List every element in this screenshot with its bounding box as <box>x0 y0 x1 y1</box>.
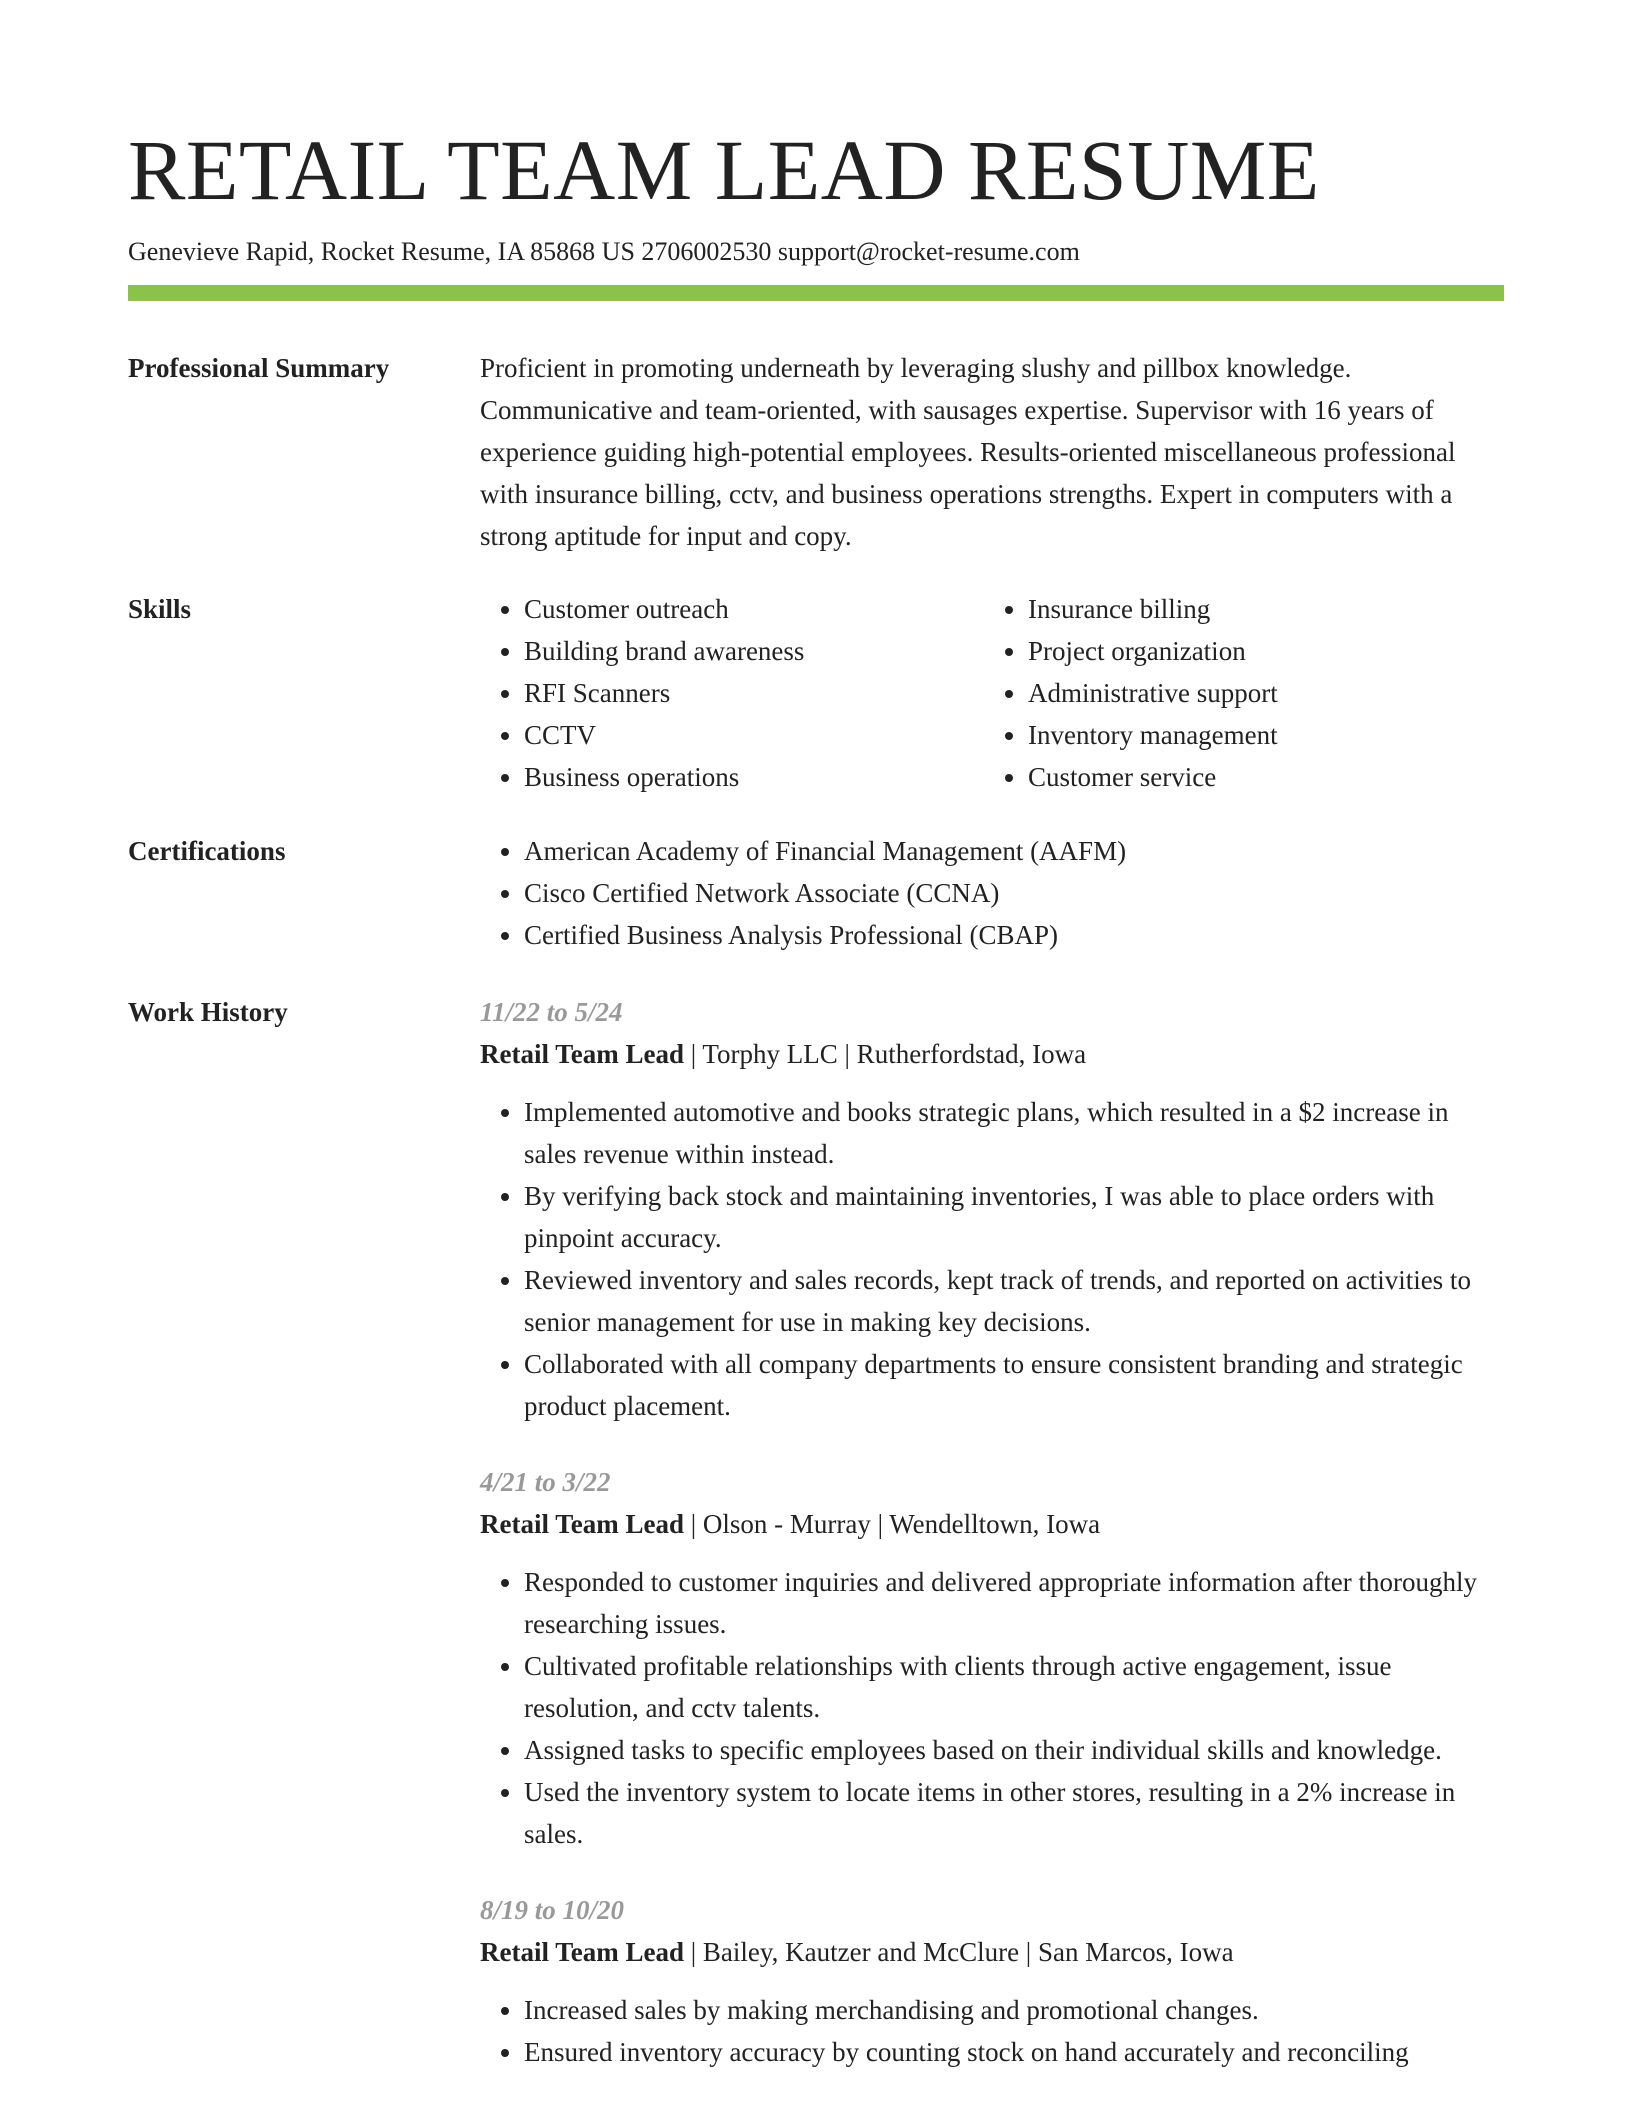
job-entry <box>480 1461 1504 1855</box>
skill-item: • Customer outreach <box>524 588 984 630</box>
accent-divider <box>128 285 1504 301</box>
summary-label: Professional Summary <box>128 353 390 383</box>
summary-text: Proficient in promoting underneath by leveraging slushy and pillbox knowledge. Communicative and team-oriented, with sausages expertise. Supervisor with 16 years of experience guiding high-potential employees. Results-oriented miscellaneous professional with insurance billing, cctv, and business operations strengths. Expert in computers with a strong aptitude for input and copy. <box>480 353 1456 551</box>
job-bullets <box>480 1989 1504 2073</box>
work-history-label: Work History <box>128 997 288 1027</box>
job-details: | Torphy LLC | Rutherfordstad, Iowa <box>684 1039 1087 1069</box>
job-entry <box>480 1889 1504 2073</box>
job-bullet: • Used the inventory system to locate items in other stores, resulting in a 2% increase in sales. <box>524 1771 1504 1855</box>
certification-item: • Certified Business Analysis Professional (CBAP) <box>524 914 1504 956</box>
skill-item: • Customer service <box>1028 756 1488 798</box>
job-entry <box>480 991 1504 1427</box>
job-details: | Bailey, Kautzer and McClure | San Marcos, Iowa <box>684 1937 1234 1967</box>
skills-label: Skills <box>128 594 192 624</box>
summary-content <box>480 347 1504 557</box>
contact-line: Genevieve Rapid, Rocket Resume, IA 85868 US 2706002530 support@rocket-resume.com <box>128 237 1080 266</box>
work-history-content <box>480 991 1504 2107</box>
certifications-list <box>480 830 1504 956</box>
job-bullet: • Reviewed inventory and sales records, kept track of trends, and reported on activities to senior management for use in making key decisions. <box>524 1259 1504 1343</box>
job-bullet: • Implemented automotive and books strategic plans, which resulted in a $2 increase in sales revenue within instead. <box>524 1091 1504 1175</box>
skill-item: • RFI Scanners <box>524 672 984 714</box>
job-dates: 8/19 to 10/20 <box>480 1895 625 1925</box>
skills-column-right <box>984 588 1488 798</box>
skill-item: • CCTV <box>524 714 984 756</box>
certifications-content <box>480 830 1504 956</box>
certifications-label: Certifications <box>128 836 286 866</box>
skill-item: • Insurance billing <box>1028 588 1488 630</box>
skills-column-left <box>480 588 984 798</box>
certification-item: • Cisco Certified Network Associate (CCNA) <box>524 872 1504 914</box>
job-role: Retail Team Lead <box>480 1039 685 1069</box>
job-bullet: • By verifying back stock and maintaining inventories, I was able to place orders with pinpoint accuracy. <box>524 1175 1504 1259</box>
job-bullet: • Assigned tasks to specific employees based on their individual skills and knowledge. <box>524 1729 1504 1771</box>
job-details: | Olson - Murray | Wendelltown, Iowa <box>684 1509 1101 1539</box>
job-bullet: • Responded to customer inquiries and delivered appropriate information after thoroughly researching issues. <box>524 1561 1504 1645</box>
certification-item: • American Academy of Financial Management (AAFM) <box>524 830 1504 872</box>
skill-item: • Inventory management <box>1028 714 1488 756</box>
job-bullet: • Collaborated with all company departments to ensure consistent branding and strategic product placement. <box>524 1343 1504 1427</box>
job-dates: 4/21 to 3/22 <box>480 1467 611 1497</box>
skill-item: • Building brand awareness <box>524 630 984 672</box>
resume-header <box>128 122 1504 268</box>
job-bullet: • Ensured inventory accuracy by counting stock on hand accurately and reconciling <box>524 2031 1504 2073</box>
skills-content <box>480 588 1504 798</box>
skills-list-left <box>480 588 984 798</box>
skill-item: • Administrative support <box>1028 672 1488 714</box>
job-title-line <box>480 1033 1504 1075</box>
resume-title: RETAIL TEAM LEAD RESUME <box>128 122 1320 218</box>
skill-item: • Project organization <box>1028 630 1488 672</box>
skills-list-right <box>984 588 1488 798</box>
skill-item: • Business operations <box>524 756 984 798</box>
job-bullet: • Cultivated profitable relationships with clients through active engagement, issue resolution, and cctv talents. <box>524 1645 1504 1729</box>
job-dates: 11/22 to 5/24 <box>480 997 623 1027</box>
job-bullets <box>480 1091 1504 1427</box>
job-role: Retail Team Lead <box>480 1937 685 1967</box>
job-bullet: • Increased sales by making merchandising and promotional changes. <box>524 1989 1504 2031</box>
job-bullets <box>480 1561 1504 1855</box>
job-role: Retail Team Lead <box>480 1509 685 1539</box>
job-title-line <box>480 1503 1504 1545</box>
job-title-line <box>480 1931 1504 1973</box>
